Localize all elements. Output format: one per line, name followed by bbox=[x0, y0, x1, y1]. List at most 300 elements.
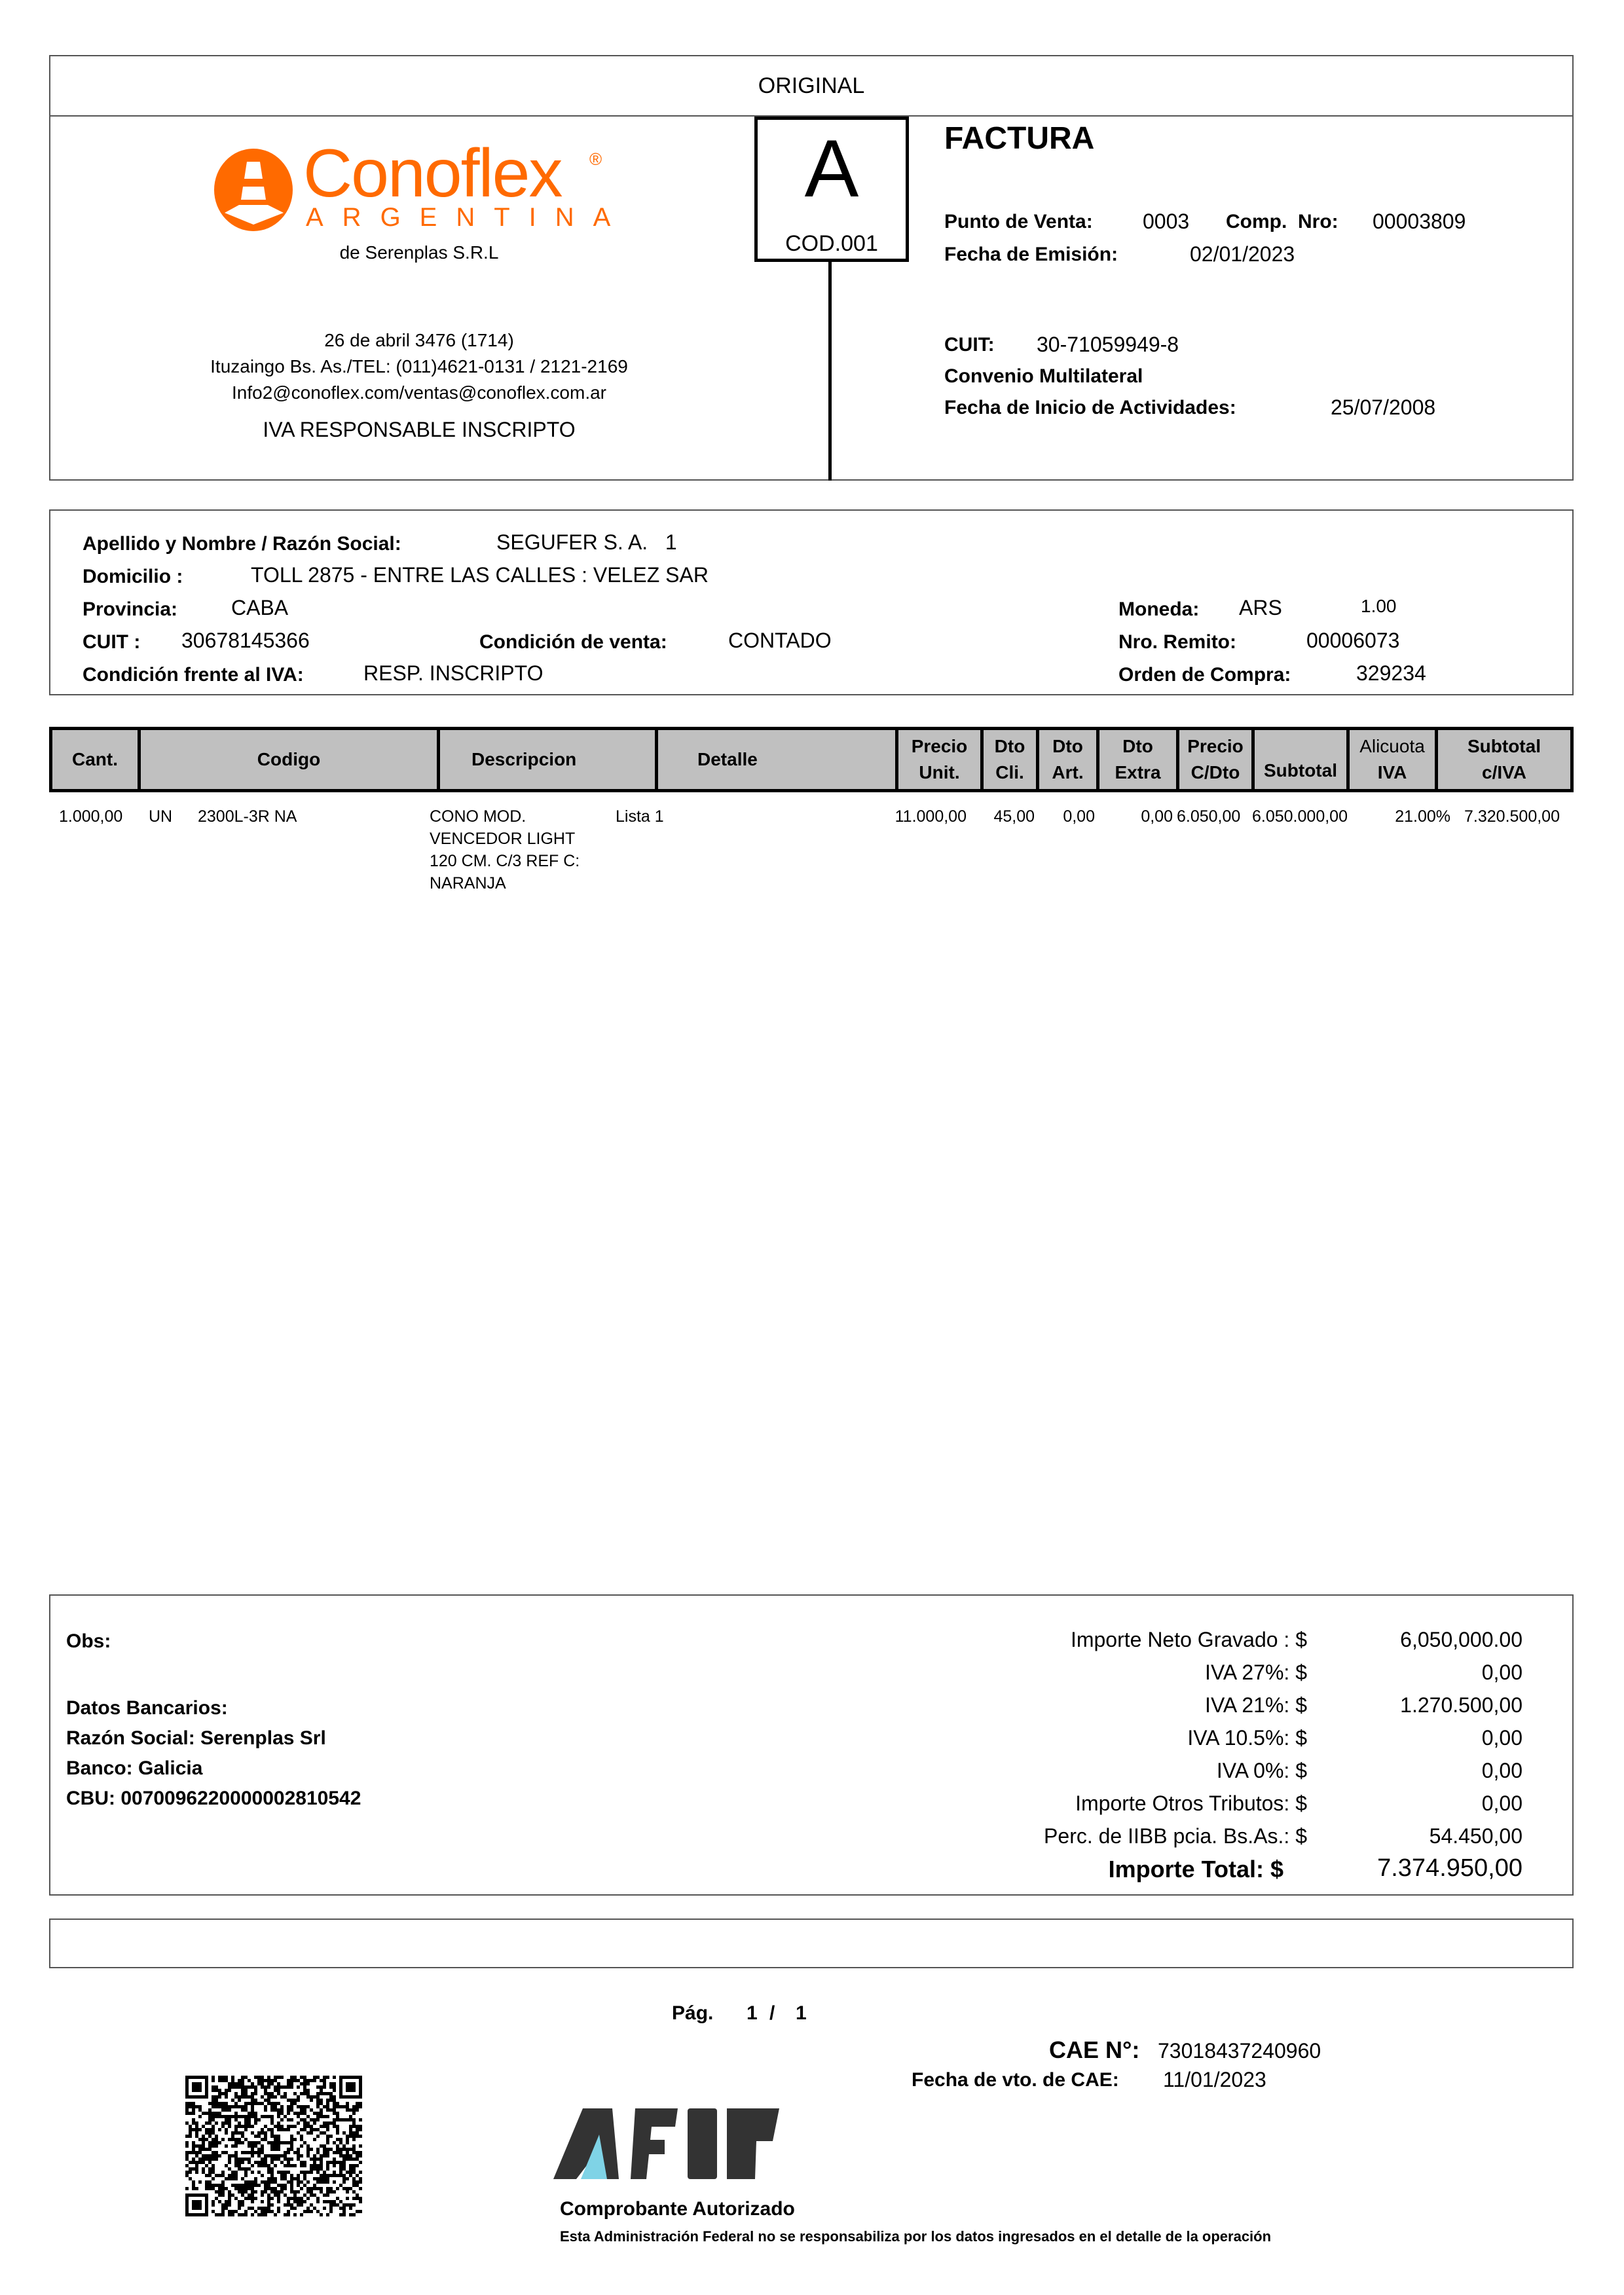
qr-module bbox=[284, 2164, 287, 2167]
qr-module bbox=[284, 2171, 287, 2174]
issuer-address-1: 26 de abril 3476 (1714) bbox=[324, 330, 514, 350]
qr-module bbox=[198, 2161, 202, 2164]
qr-module bbox=[329, 2203, 333, 2207]
qr-module bbox=[297, 2131, 300, 2135]
qr-module bbox=[185, 2108, 189, 2112]
qr-module bbox=[320, 2099, 323, 2102]
qr-module bbox=[244, 2151, 248, 2154]
qr-module bbox=[352, 2135, 356, 2138]
qr-module bbox=[303, 2108, 306, 2112]
qr-module bbox=[221, 2151, 225, 2154]
qr-module bbox=[185, 2164, 189, 2167]
qr-module bbox=[306, 2171, 310, 2174]
qr-module bbox=[316, 2076, 320, 2079]
qr-module bbox=[346, 2141, 349, 2144]
qr-module bbox=[234, 2151, 238, 2154]
qr-module bbox=[254, 2180, 257, 2184]
qr-module bbox=[212, 2141, 215, 2144]
qr-module bbox=[297, 2115, 300, 2118]
qr-module bbox=[303, 2184, 306, 2187]
qr-module bbox=[192, 2121, 195, 2125]
items-table-header bbox=[49, 727, 1574, 792]
col-detalle-label: Detalle bbox=[697, 749, 758, 769]
qr-module bbox=[251, 2112, 254, 2115]
qr-module bbox=[333, 2200, 336, 2203]
qr-module bbox=[231, 2079, 234, 2082]
total-line-label: Perc. de IIBB pcia. Bs.As.: $ bbox=[1044, 1824, 1307, 1848]
qr-module bbox=[189, 2105, 192, 2108]
qr-module bbox=[248, 2102, 251, 2105]
qr-module bbox=[215, 2190, 218, 2194]
qr-module bbox=[205, 2187, 208, 2190]
qr-module bbox=[323, 2194, 326, 2197]
qr-module bbox=[326, 2125, 329, 2128]
qr-module bbox=[310, 2187, 313, 2190]
qr-module bbox=[284, 2085, 287, 2089]
qr-module bbox=[198, 2180, 202, 2184]
row-cant: 1.000,00 bbox=[59, 807, 123, 826]
qr-module bbox=[254, 2135, 257, 2138]
qr-module bbox=[225, 2102, 228, 2105]
qr-module bbox=[244, 2167, 248, 2171]
convenio-multilateral: Convenio Multilateral bbox=[944, 365, 1143, 387]
qr-module bbox=[356, 2164, 359, 2167]
qr-module bbox=[267, 2128, 270, 2131]
qr-module bbox=[192, 2180, 195, 2184]
total-line-label: IVA 21%: $ bbox=[1205, 1693, 1307, 1717]
qr-finder bbox=[192, 2200, 202, 2210]
qr-module bbox=[195, 2161, 198, 2164]
qr-module bbox=[352, 2144, 356, 2148]
qr-module bbox=[356, 2151, 359, 2154]
moneda-label: Moneda: bbox=[1118, 598, 1200, 620]
qr-module bbox=[323, 2177, 326, 2180]
qr-module bbox=[264, 2190, 267, 2194]
qr-module bbox=[254, 2141, 257, 2144]
qr-module bbox=[316, 2105, 320, 2108]
qr-module bbox=[251, 2099, 254, 2102]
qr-module bbox=[300, 2197, 303, 2200]
qr-module bbox=[254, 2151, 257, 2154]
qr-module bbox=[290, 2190, 293, 2194]
qr-module bbox=[254, 2099, 257, 2102]
qr-module bbox=[202, 2112, 205, 2115]
qr-module bbox=[228, 2108, 231, 2112]
qr-module bbox=[316, 2157, 320, 2161]
qr-module bbox=[270, 2141, 274, 2144]
qr-module bbox=[329, 2148, 333, 2151]
qr-module bbox=[339, 2174, 342, 2177]
qr-module bbox=[300, 2138, 303, 2141]
qr-module bbox=[238, 2184, 241, 2187]
qr-module bbox=[349, 2174, 352, 2177]
qr-module bbox=[339, 2161, 342, 2164]
qr-module bbox=[228, 2197, 231, 2200]
qr-module bbox=[221, 2102, 225, 2105]
qr-module bbox=[329, 2210, 333, 2213]
qr-module bbox=[316, 2118, 320, 2121]
qr-module bbox=[356, 2197, 359, 2200]
qr-module bbox=[284, 2115, 287, 2118]
qr-module bbox=[290, 2207, 293, 2210]
qr-module bbox=[349, 2128, 352, 2131]
qr-module bbox=[261, 2085, 264, 2089]
qr-module bbox=[320, 2174, 323, 2177]
qr-module bbox=[293, 2207, 297, 2210]
qr-module bbox=[212, 2200, 215, 2203]
qr-module bbox=[257, 2102, 261, 2105]
qr-module bbox=[261, 2148, 264, 2151]
qr-module bbox=[238, 2131, 241, 2135]
qr-module bbox=[215, 2154, 218, 2157]
qr-module bbox=[215, 2138, 218, 2141]
qr-module bbox=[329, 2092, 333, 2095]
qr-module bbox=[248, 2085, 251, 2089]
qr-module bbox=[192, 2184, 195, 2187]
qr-module bbox=[264, 2138, 267, 2141]
qr-module bbox=[339, 2164, 342, 2167]
qr-module bbox=[234, 2154, 238, 2157]
qr-module bbox=[274, 2095, 277, 2099]
qr-module bbox=[277, 2210, 280, 2213]
qr-module bbox=[234, 2171, 238, 2174]
condicion-venta-value: CONTADO bbox=[728, 629, 832, 652]
qr-module bbox=[333, 2121, 336, 2125]
qr-module bbox=[202, 2154, 205, 2157]
qr-module bbox=[185, 2151, 189, 2154]
qr-module bbox=[349, 2118, 352, 2121]
qr-module bbox=[277, 2200, 280, 2203]
qr-module bbox=[238, 2138, 241, 2141]
qr-module bbox=[297, 2177, 300, 2180]
qr-module bbox=[244, 2118, 248, 2121]
qr-module bbox=[257, 2171, 261, 2174]
row-descripcion-4: NARANJA bbox=[430, 874, 506, 892]
qr-module bbox=[280, 2190, 284, 2194]
qr-module bbox=[303, 2164, 306, 2167]
row-alicuota: 21.00% bbox=[1395, 807, 1450, 826]
qr-module bbox=[195, 2125, 198, 2128]
qr-module bbox=[257, 2213, 261, 2216]
qr-module bbox=[287, 2125, 290, 2128]
qr-module bbox=[225, 2076, 228, 2079]
qr-module bbox=[244, 2089, 248, 2092]
qr-module bbox=[208, 2148, 212, 2151]
qr-module bbox=[290, 2187, 293, 2190]
qr-module bbox=[221, 2187, 225, 2190]
qr-module bbox=[293, 2213, 297, 2216]
qr-module bbox=[290, 2085, 293, 2089]
qr-module bbox=[228, 2190, 231, 2194]
qr-module bbox=[316, 2148, 320, 2151]
qr-module bbox=[359, 2154, 362, 2157]
qr-module bbox=[333, 2151, 336, 2154]
qr-module bbox=[238, 2099, 241, 2102]
qr-module bbox=[293, 2164, 297, 2167]
qr-module bbox=[267, 2200, 270, 2203]
qr-module bbox=[300, 2135, 303, 2138]
qr-module bbox=[238, 2213, 241, 2216]
qr-module bbox=[241, 2203, 244, 2207]
qr-module bbox=[264, 2092, 267, 2095]
qr-module bbox=[316, 2099, 320, 2102]
qr-module bbox=[241, 2131, 244, 2135]
qr-module bbox=[264, 2135, 267, 2138]
qr-module bbox=[316, 2095, 320, 2099]
inicio-actividades-value: 25/07/2008 bbox=[1331, 395, 1436, 419]
qr-module bbox=[310, 2194, 313, 2197]
qr-module bbox=[290, 2138, 293, 2141]
qr-module bbox=[251, 2171, 254, 2174]
qr-module bbox=[336, 2125, 339, 2128]
qr-module bbox=[297, 2157, 300, 2161]
qr-module bbox=[221, 2092, 225, 2095]
qr-module bbox=[231, 2154, 234, 2157]
col-precio-unit-label-2: Unit. bbox=[919, 762, 960, 782]
qr-module bbox=[356, 2157, 359, 2161]
qr-module bbox=[329, 2108, 333, 2112]
qr-module bbox=[244, 2076, 248, 2079]
qr-module bbox=[274, 2135, 277, 2138]
bank-cbu: CBU: 0070096220000002810542 bbox=[66, 1788, 361, 1809]
qr-module bbox=[231, 2082, 234, 2085]
qr-module bbox=[257, 2161, 261, 2164]
qr-module bbox=[346, 2187, 349, 2190]
qr-module bbox=[261, 2157, 264, 2161]
qr-module bbox=[248, 2125, 251, 2128]
qr-module bbox=[251, 2151, 254, 2154]
qr-module bbox=[320, 2213, 323, 2216]
qr-module bbox=[274, 2194, 277, 2197]
page-label: Pág. bbox=[672, 2002, 714, 2024]
qr-module bbox=[280, 2112, 284, 2115]
qr-module bbox=[208, 2135, 212, 2138]
qr-module bbox=[218, 2115, 221, 2118]
qr-module bbox=[336, 2105, 339, 2108]
qr-module bbox=[300, 2076, 303, 2079]
total-line-label: IVA 27%: $ bbox=[1205, 1661, 1307, 1684]
qr-module bbox=[290, 2125, 293, 2128]
col-precio-cdto bbox=[1179, 730, 1255, 789]
qr-module bbox=[254, 2076, 257, 2079]
qr-module bbox=[356, 2194, 359, 2197]
qr-module bbox=[333, 2085, 336, 2089]
qr-module bbox=[339, 2184, 342, 2187]
qr-module bbox=[326, 2190, 329, 2194]
qr-module bbox=[320, 2180, 323, 2184]
qr-module bbox=[221, 2207, 225, 2210]
qr-module bbox=[228, 2105, 231, 2108]
qr-module bbox=[221, 2105, 225, 2108]
qr-module bbox=[300, 2203, 303, 2207]
qr-module bbox=[306, 2180, 310, 2184]
qr-module bbox=[287, 2161, 290, 2164]
qr-module bbox=[313, 2079, 316, 2082]
qr-module bbox=[320, 2131, 323, 2135]
qr-module bbox=[287, 2112, 290, 2115]
qr-module bbox=[277, 2190, 280, 2194]
qr-module bbox=[326, 2180, 329, 2184]
qr-module bbox=[225, 2095, 228, 2099]
qr-module bbox=[254, 2121, 257, 2125]
total-line-value: 54.450,00 bbox=[1429, 1824, 1522, 1848]
qr-module bbox=[195, 2105, 198, 2108]
qr-module bbox=[274, 2105, 277, 2108]
qr-module bbox=[267, 2207, 270, 2210]
qr-module bbox=[228, 2089, 231, 2092]
qr-module bbox=[212, 2164, 215, 2167]
qr-module bbox=[293, 2177, 297, 2180]
qr-module bbox=[225, 2131, 228, 2135]
qr-module bbox=[336, 2131, 339, 2135]
qr-module bbox=[241, 2151, 244, 2154]
qr-module bbox=[241, 2135, 244, 2138]
total-line-value: 0,00 bbox=[1481, 1661, 1522, 1684]
qr-module bbox=[326, 2167, 329, 2171]
qr-module bbox=[306, 2151, 310, 2154]
row-descripcion-3: 120 CM. C/3 REF C: bbox=[430, 852, 580, 870]
qr-module bbox=[251, 2197, 254, 2200]
qr-module bbox=[310, 2118, 313, 2121]
qr-module bbox=[218, 2089, 221, 2092]
qr-module bbox=[293, 2092, 297, 2095]
qr-module bbox=[274, 2138, 277, 2141]
col-precio-unit-label-1: Precio bbox=[911, 736, 968, 756]
qr-module bbox=[284, 2203, 287, 2207]
qr-module bbox=[267, 2210, 270, 2213]
qr-module bbox=[212, 2131, 215, 2135]
qr-module bbox=[342, 2144, 346, 2148]
qr-module bbox=[277, 2144, 280, 2148]
total-line-value: 0,00 bbox=[1481, 1759, 1522, 1782]
qr-module bbox=[208, 2141, 212, 2144]
qr-module bbox=[270, 2079, 274, 2082]
qr-module bbox=[231, 2210, 234, 2213]
qr-module bbox=[261, 2138, 264, 2141]
qr-module bbox=[267, 2194, 270, 2197]
qr-module bbox=[192, 2128, 195, 2131]
qr-module bbox=[267, 2092, 270, 2095]
qr-module bbox=[228, 2157, 231, 2161]
qr-module bbox=[290, 2105, 293, 2108]
qr-module bbox=[212, 2171, 215, 2174]
qr-module bbox=[221, 2115, 225, 2118]
qr-module bbox=[218, 2200, 221, 2203]
qr-module bbox=[261, 2180, 264, 2184]
qr-module bbox=[225, 2092, 228, 2095]
qr-module bbox=[326, 2177, 329, 2180]
qr-module bbox=[342, 2210, 346, 2213]
col-subtotal bbox=[1255, 730, 1350, 789]
qr-module bbox=[352, 2164, 356, 2167]
qr-module bbox=[359, 2161, 362, 2164]
col-dto-art-label-1: Dto bbox=[1052, 736, 1083, 756]
qr-module bbox=[264, 2154, 267, 2157]
qr-module bbox=[356, 2174, 359, 2177]
qr-module bbox=[277, 2128, 280, 2131]
qr-module bbox=[313, 2184, 316, 2187]
row-unidad: UN bbox=[149, 807, 173, 826]
qr-module bbox=[293, 2151, 297, 2154]
qr-module bbox=[208, 2154, 212, 2157]
qr-module bbox=[225, 2108, 228, 2112]
qr-module bbox=[264, 2131, 267, 2135]
qr-module bbox=[320, 2187, 323, 2190]
qr-module bbox=[185, 2121, 189, 2125]
qr-module bbox=[185, 2157, 189, 2161]
qr-module bbox=[215, 2151, 218, 2154]
qr-module bbox=[333, 2099, 336, 2102]
invoice-letter-box bbox=[754, 117, 909, 262]
qr-module bbox=[238, 2167, 241, 2171]
qr-module bbox=[238, 2187, 241, 2190]
qr-module bbox=[257, 2082, 261, 2085]
qr-module bbox=[212, 2112, 215, 2115]
qr-module bbox=[241, 2200, 244, 2203]
qr-module bbox=[359, 2125, 362, 2128]
qr-module bbox=[320, 2167, 323, 2171]
qr-module bbox=[228, 2125, 231, 2128]
qr-module bbox=[287, 2200, 290, 2203]
cae-vto-label: Fecha de vto. de CAE: bbox=[912, 2069, 1119, 2091]
qr-module bbox=[287, 2128, 290, 2131]
qr-module bbox=[208, 2167, 212, 2171]
qr-module bbox=[212, 2085, 215, 2089]
issuer-cuit-label: CUIT: bbox=[944, 334, 995, 356]
qr-module bbox=[241, 2076, 244, 2079]
qr-module bbox=[241, 2089, 244, 2092]
qr-module bbox=[212, 2151, 215, 2154]
qr-module bbox=[231, 2194, 234, 2197]
qr-module bbox=[195, 2135, 198, 2138]
qr-module bbox=[274, 2076, 277, 2079]
qr-module bbox=[310, 2079, 313, 2082]
qr-module bbox=[212, 2079, 215, 2082]
qr-module bbox=[228, 2154, 231, 2157]
qr-module bbox=[267, 2076, 270, 2079]
qr-module bbox=[212, 2105, 215, 2108]
obs-label: Obs: bbox=[66, 1630, 111, 1652]
qr-module bbox=[244, 2171, 248, 2174]
qr-module bbox=[300, 2154, 303, 2157]
col-descripcion bbox=[440, 730, 658, 789]
qr-module bbox=[349, 2154, 352, 2157]
qr-module bbox=[228, 2210, 231, 2213]
qr-module bbox=[277, 2125, 280, 2128]
qr-module bbox=[231, 2174, 234, 2177]
qr-module bbox=[215, 2157, 218, 2161]
qr-module bbox=[208, 2180, 212, 2184]
qr-module bbox=[352, 2190, 356, 2194]
qr-module bbox=[323, 2079, 326, 2082]
qr-module bbox=[274, 2141, 277, 2144]
qr-module bbox=[300, 2144, 303, 2148]
qr-module bbox=[280, 2187, 284, 2190]
qr-module bbox=[346, 2171, 349, 2174]
col-precio-unit bbox=[898, 730, 984, 789]
qr-module bbox=[238, 2203, 241, 2207]
qr-module bbox=[320, 2154, 323, 2157]
qr-module bbox=[215, 2115, 218, 2118]
qr-module bbox=[339, 2141, 342, 2144]
col-codigo-label: Codigo bbox=[257, 749, 321, 769]
qr-module bbox=[215, 2099, 218, 2102]
qr-module bbox=[349, 2108, 352, 2112]
qr-module bbox=[336, 2161, 339, 2164]
qr-module bbox=[306, 2095, 310, 2099]
qr-module bbox=[297, 2180, 300, 2184]
qr-module bbox=[267, 2141, 270, 2144]
